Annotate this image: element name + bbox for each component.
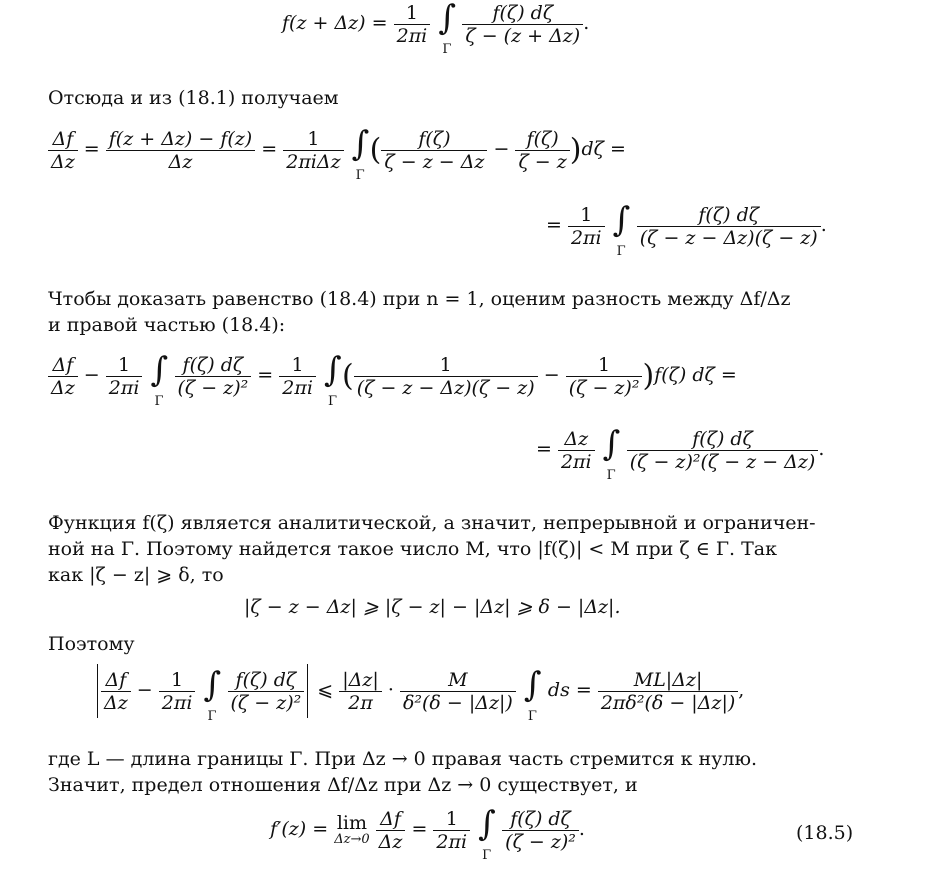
paragraph: Функция f(ζ) является аналитической, а значит, непрерывной и ограничен- ной на Γ. Поэтому найдется такое число M, что |f(ζ)| < M при ζ ∈ Γ. Так как |ζ − z| ⩾ δ, то [48,512,816,586]
equation-difference-estimate: $\frac{\Delta f}{\Delta z}$ − $\frac{1}{2\pi i}$ ∫ Γ $\frac{f(\zeta) d\zeta}{\text{(ζ − z)²}}$ = $\frac{1}{2\pi i}$ ∫ Γ ( $\frac{1}{(\zeta - z - \Delta z)(\zeta - z)}$ − $\frac{1}{\text{(ζ − z)²}}$ )f(ζ) dζ = [48,352,737,400]
equation-triangle-inequality: |ζ − z − Δz| ⩾ |ζ − z| − |Δz| ⩾ δ − |Δz|. [244,596,621,618]
paragraph: Чтобы доказать равенство (18.4) при n = 1, оценим разность между Δf/Δz и правой частью (18.4): [48,288,791,336]
fraction: $\frac{1}{2\pi i}$ [394,2,431,47]
integral-sign: ∫ Γ [203,665,222,724]
equation-cauchy-shifted: f(z + Δz) = $\frac{1}{2\pi i}$ ∫ Γ $\frac{f(\zeta) d\zeta}{\zeta - (z + \Delta z)}$ . [282,0,590,57]
integral-sign: ∫ Γ [323,350,342,409]
paragraph: Поэтому [48,633,135,655]
integral-sign: ∫ Γ [438,0,457,57]
paragraph: где L — длина границы Γ. При Δz → 0 правая часть стремится к нулю. Значит, предел отношения Δf/Δz при Δz → 0 существует, и [48,748,758,796]
equation-difference-estimate-cont: = $\frac{\Delta z}{2\pi i}$ ∫ Γ $\frac{f(\zeta) d\zeta}{\text{(ζ − z)²(ζ − z − Δz)}}$ . [536,424,825,483]
integral-sign: ∫ Γ [612,200,631,259]
equation-difference-quotient-cont: = $\frac{1}{2\pi i}$ ∫ Γ $\frac{f(\zeta) d\zeta}{(\zeta - z - \Delta z)(\zeta - z)}$ . [546,200,827,259]
equation-bound: $\frac{\Delta f}{\Delta z}$ − $\frac{1}{2\pi i}$ ∫ Γ $\frac{f(\zeta) d\zeta}{\text{(ζ − z)²}}$ ⩽ $\frac{|\Delta z|}{2\pi}$ · $\frac{M}{\text{δ²(δ − |Δz|)}}$ ∫ Γ ds = $\frac{ML|\Delta z|}{\text{2πδ²(δ − |Δz|)}}$ , [94,664,744,718]
paragraph: Отсюда и из (18.1) получаем [48,87,339,109]
equation-derivative-formula: f′(z) = lim Δz→0 $\frac{\Delta f}{\Delta z}$ = $\frac{1}{2\pi i}$ ∫ Γ $\frac{f(\zeta) d\zeta}{\text{(ζ − z)²}}$ . [270,804,585,863]
integral-sign: ∫ Γ [150,350,169,409]
integral-sign: ∫ Γ [478,804,496,863]
equation-difference-quotient: $\frac{\Delta f}{\Delta z}$ = $\frac{f(z + \Delta z) - f(z)}{\Delta z}$ = $\frac{1}{\text{2πiΔz}}$ ∫ Γ ( $\frac{f(\zeta)}{\zeta - z - \Delta z}$ − $\frac{f(\zeta)}{\zeta - z}$ )dζ = [48,126,626,174]
fraction: $\frac{f(\zeta) d\zeta}{\zeta - (z + \Delta z)}$ [462,2,583,47]
integral-sign: ∫ Γ [602,424,621,483]
equation-number: (18.5) [796,822,854,844]
integral-sign: ∫ Γ [523,665,542,724]
integral-sign: ∫ Γ [351,124,370,183]
